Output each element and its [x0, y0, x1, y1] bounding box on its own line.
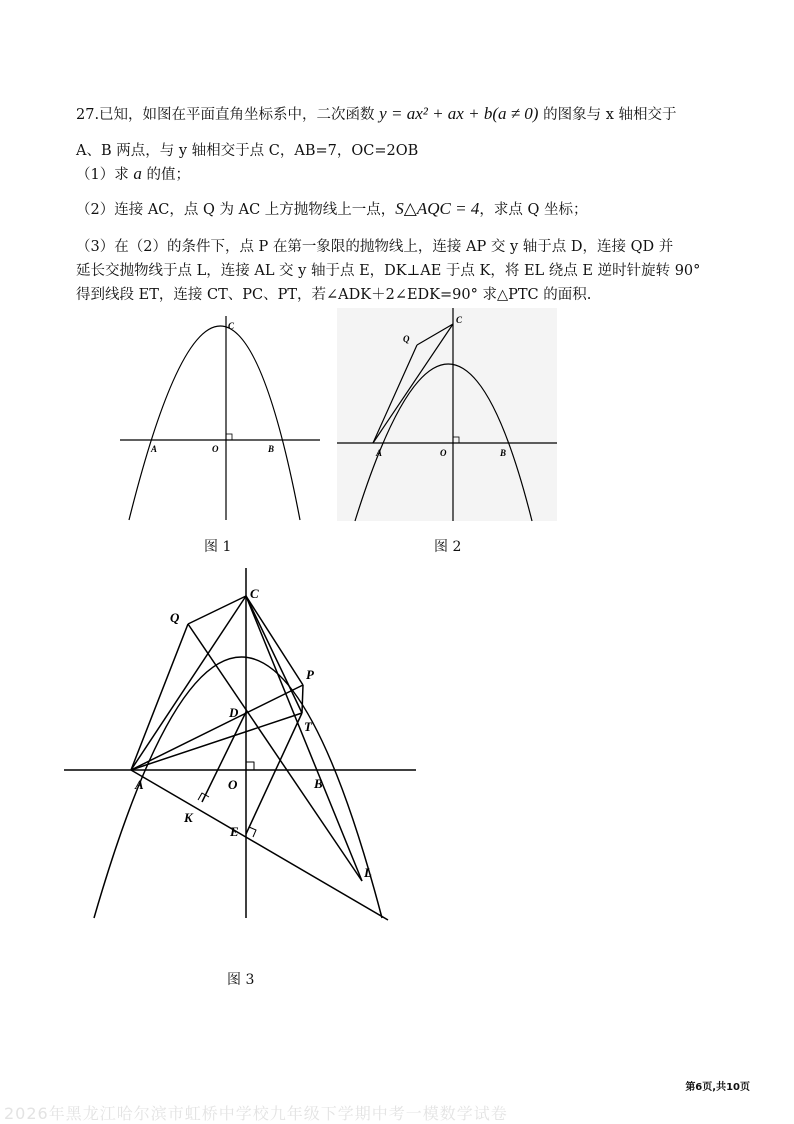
page-number: 第6页,共10页	[685, 1082, 750, 1093]
fig3-label-Q: Q	[170, 610, 180, 625]
question-2-suffix: ，求点 Q 坐标；	[479, 202, 588, 218]
fig3-label-P: P	[306, 667, 314, 682]
question-1-prefix: （1）求	[76, 167, 134, 183]
fig3-segment-PT	[302, 685, 303, 713]
fig3-label-A: A	[135, 777, 144, 792]
problem-line-2: A、B 两点，与 y 轴相交于点 C，AB=7，OC=2OB	[76, 143, 419, 159]
fig2-label-Q: Q	[403, 334, 410, 344]
figure-2-caption: 图 2	[434, 539, 462, 555]
fig3-label-L: L	[364, 865, 372, 880]
fig2-label-A: A	[376, 448, 383, 458]
figure-3-caption: 图 3	[227, 972, 255, 988]
fig3-segment-AT	[131, 713, 302, 770]
fig3-segment-AP	[131, 685, 303, 770]
fig1-label-A: A	[151, 444, 158, 454]
fig1-label-O: O	[212, 444, 219, 454]
quadratic-formula: y = ax² + ax + b(a ≠ 0)	[379, 104, 539, 123]
fig3-label-T: T	[304, 719, 312, 734]
fig3-right-angle-mark-E	[249, 827, 256, 837]
fig3-segment-ET	[246, 713, 302, 834]
fig3-right-angle-mark-O	[246, 762, 254, 770]
question-1-suffix: 的值；	[141, 167, 190, 183]
question-3-line-2: 延长交抛物线于点 L，连接 AL 交 y 轴于点 E，DK⊥AE 于点 K，将 EL 绕点 E 逆时针旋转 90°	[76, 263, 701, 279]
watermark: 2026年黑龙江哈尔滨市虹桥中学校九年级下学期中考一模数学试卷	[4, 1104, 508, 1123]
fig2-label-C: C	[456, 315, 463, 325]
fig3-label-K: K	[184, 810, 193, 825]
problem-line-1-suffix: 的图象与 x 轴相交于	[538, 107, 677, 123]
fig2-label-O: O	[440, 448, 447, 458]
question-2-prefix: （2）连接 AC，点 Q 为 AC 上方抛物线上一点，	[76, 202, 396, 218]
area-formula: S△AQC = 4	[395, 199, 480, 218]
problem-line-1-prefix: 27.已知，如图在平面直角坐标系中，二次函数	[76, 107, 380, 123]
fig3-segment-QL	[188, 624, 362, 881]
fig3-segment-AL	[131, 770, 388, 920]
fig1-label-B: B	[268, 444, 275, 454]
fig3-label-D: D	[229, 705, 239, 720]
fig3-label-B: B	[314, 776, 323, 791]
question-1-var: a	[133, 164, 142, 183]
fig3-segment-CT	[246, 596, 302, 713]
fig3-label-O: O	[228, 777, 238, 792]
fig1-label-C: C	[228, 321, 235, 331]
fig3-label-E: E	[230, 824, 239, 839]
question-3-line-1: （3）在（2）的条件下，点 P 在第一象限的抛物线上，连接 AP 交 y 轴于点 D，连接 QD 并	[76, 239, 674, 255]
fig3-segment-DK	[202, 712, 246, 802]
fig3-segment-CL	[246, 596, 362, 881]
question-3-line-3: 得到线段 ET，连接 CT、PC、PT，若∠ADK＋2∠EDK=90° 求△PTC 的面积.	[76, 287, 592, 303]
figure-1-caption: 图 1	[204, 539, 232, 555]
fig3-label-C: C	[250, 586, 259, 601]
fig2-label-B: B	[500, 448, 507, 458]
